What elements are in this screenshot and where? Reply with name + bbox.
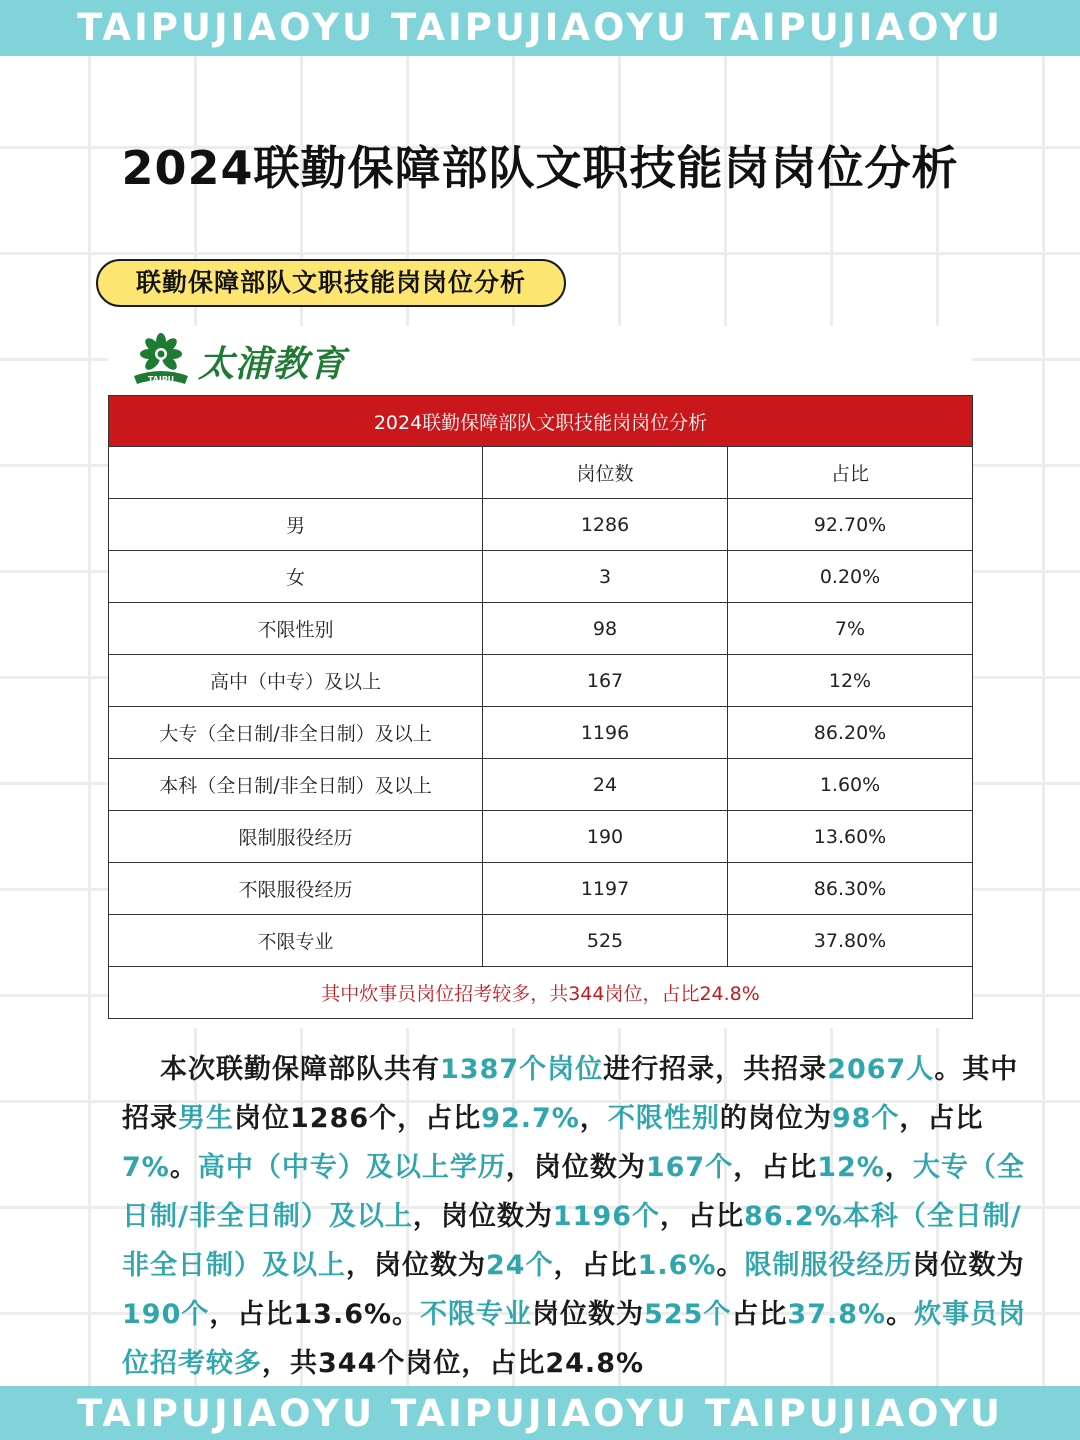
- summary-segment: 。: [169, 1152, 198, 1183]
- row-ratio: 86.30%: [728, 863, 973, 915]
- summary-text: [122, 1054, 1026, 1379]
- header-count: 岗位数: [483, 447, 728, 499]
- summary-segment: ，占比13.6%。: [209, 1299, 421, 1330]
- summary-highlight: 不限性别: [607, 1103, 720, 1134]
- summary-highlight: 2067人: [827, 1054, 935, 1085]
- table-row: [109, 707, 973, 759]
- summary-segment: 岗位数为: [912, 1250, 1025, 1281]
- summary-segment: 。: [716, 1250, 745, 1281]
- header-ratio: 占比: [728, 447, 973, 499]
- emblem-text: TAIPU: [147, 375, 175, 384]
- summary-highlight: 高中（中专）及以上学历: [197, 1152, 506, 1183]
- row-ratio: 86.20%: [728, 707, 973, 759]
- logo: [130, 330, 346, 392]
- table-note-row: [109, 967, 973, 1019]
- summary-segment: ，: [579, 1103, 608, 1134]
- summary-highlight: 1387个岗位: [440, 1054, 604, 1085]
- summary-segment: ，占比: [899, 1103, 984, 1134]
- summary-segment: 。其中招录: [122, 1054, 1019, 1134]
- row-count: 1197: [483, 863, 728, 915]
- row-ratio: 37.80%: [728, 915, 973, 967]
- table-row: [109, 551, 973, 603]
- table-row: [109, 915, 973, 967]
- table-note: 其中炊事员岗位招考较多，共344岗位，占比24.8%: [109, 967, 973, 1019]
- summary-segment: ，占比: [660, 1201, 745, 1232]
- summary-highlight: 7%: [122, 1152, 170, 1183]
- row-label: 不限服役经历: [109, 863, 483, 915]
- table-row: [109, 759, 973, 811]
- row-count: 525: [483, 915, 728, 967]
- row-count: 1286: [483, 499, 728, 551]
- summary-segment: 岗位1286个，占比: [234, 1103, 482, 1134]
- page-title: 2024联勤保障部队文职技能岗岗位分析: [121, 141, 959, 195]
- summary-segment: 岗位数为: [532, 1299, 645, 1330]
- flower-emblem-icon: [130, 332, 192, 390]
- table-title-row: [109, 396, 973, 447]
- table-row: [109, 863, 973, 915]
- summary-segment: 进行招录，共招录: [603, 1054, 828, 1085]
- summary-segment: 本次联勤保障部队共有: [160, 1054, 440, 1085]
- section-label-pill: 联勤保障部队文职技能岗岗位分析: [96, 259, 566, 307]
- row-ratio: 0.20%: [728, 551, 973, 603]
- row-ratio: 12%: [728, 655, 973, 707]
- table-title: 2024联勤保障部队文职技能岗岗位分析: [109, 396, 973, 447]
- summary-highlight: 1196个: [552, 1201, 661, 1232]
- row-label: 不限性别: [109, 603, 483, 655]
- logo-name: 太浦教育: [198, 343, 347, 385]
- table-card: [108, 326, 972, 1028]
- summary-highlight: 本科（全日制/非全日制）及以上: [122, 1201, 1022, 1281]
- row-label: 男: [109, 499, 483, 551]
- row-count: 167: [483, 655, 728, 707]
- data-table: [108, 395, 973, 1019]
- summary-highlight: 190个: [122, 1299, 210, 1330]
- summary-segment: 占比: [731, 1299, 788, 1330]
- summary-highlight: 男生: [178, 1103, 234, 1134]
- row-count: 3: [483, 551, 728, 603]
- row-count: 24: [483, 759, 728, 811]
- summary-highlight: 86.2%: [744, 1201, 843, 1232]
- row-label: 大专（全日制/非全日制）及以上: [109, 707, 483, 759]
- summary-highlight: 92.7%: [481, 1103, 580, 1134]
- row-count: 98: [483, 603, 728, 655]
- row-ratio: 13.60%: [728, 811, 973, 863]
- row-count: 190: [483, 811, 728, 863]
- summary-highlight: 不限专业: [420, 1299, 533, 1330]
- row-label: 不限专业: [109, 915, 483, 967]
- table-row: [109, 655, 973, 707]
- summary-highlight: 167个: [645, 1152, 734, 1183]
- summary-highlight: 大专（全日制/非全日制）及以上: [122, 1152, 1025, 1232]
- summary-highlight: 限制服役经历: [744, 1250, 913, 1281]
- summary-segment: ，岗位数为: [505, 1152, 646, 1183]
- row-label: 本科（全日制/非全日制）及以上: [109, 759, 483, 811]
- row-ratio: 7%: [728, 603, 973, 655]
- row-label: 高中（中专）及以上: [109, 655, 483, 707]
- summary-highlight: 12%: [817, 1152, 885, 1183]
- summary-highlight: 37.8%: [787, 1299, 887, 1330]
- summary-highlight: 炊事员岗位招考较多: [122, 1299, 1027, 1379]
- table-row: [109, 499, 973, 551]
- table-row: [109, 811, 973, 863]
- summary-segment: ，岗位数为: [346, 1250, 486, 1281]
- table-row: [109, 603, 973, 655]
- summary-segment: ，占比: [733, 1152, 818, 1183]
- summary-segment: ，共344个岗位，占比24.8%: [262, 1348, 645, 1379]
- summary-highlight: 1.6%: [637, 1250, 717, 1281]
- top-banner: TAIPUJIAOYU TAIPUJIAOYU TAIPUJIAOYU: [0, 0, 1080, 56]
- row-count: 1196: [483, 707, 728, 759]
- row-ratio: 1.60%: [728, 759, 973, 811]
- summary-highlight: 24个: [486, 1250, 554, 1281]
- summary-segment: ，岗位数为: [412, 1201, 553, 1232]
- row-ratio: 92.70%: [728, 499, 973, 551]
- table-header-row: [109, 447, 973, 499]
- header-empty: [109, 447, 483, 499]
- row-label: 限制服役经历: [109, 811, 483, 863]
- summary-highlight: 525个: [644, 1299, 732, 1330]
- row-label: 女: [109, 551, 483, 603]
- summary-segment: 。: [886, 1299, 915, 1330]
- bottom-banner: TAIPUJIAOYU TAIPUJIAOYU TAIPUJIAOYU: [0, 1386, 1080, 1440]
- summary-segment: ，占比: [553, 1250, 638, 1281]
- summary-paragraph: [122, 1045, 1027, 1388]
- summary-highlight: 98个: [831, 1103, 900, 1134]
- summary-segment: ，: [884, 1152, 913, 1183]
- summary-segment: 的岗位为: [719, 1103, 832, 1134]
